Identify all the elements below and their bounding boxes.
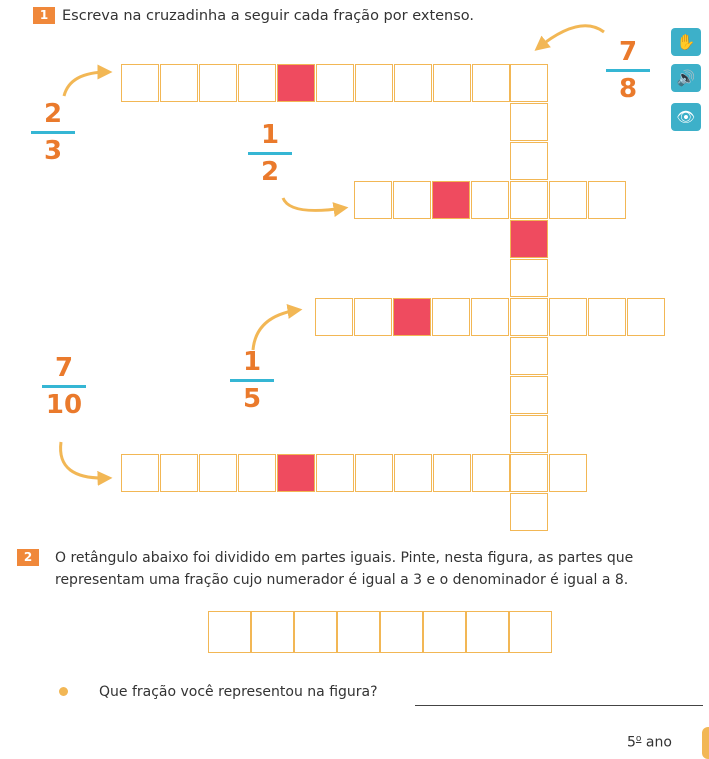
audio-icon[interactable]: 🔊 bbox=[671, 64, 701, 92]
crossword-cell[interactable] bbox=[199, 64, 237, 102]
fraction-bar bbox=[606, 69, 650, 72]
crossword-cell[interactable] bbox=[433, 64, 471, 102]
fraction-one-fifth bbox=[222, 348, 282, 413]
crossword-cell-highlight[interactable] bbox=[277, 454, 315, 492]
rectangle-part[interactable] bbox=[251, 611, 294, 653]
arrow-seven-eighths bbox=[538, 26, 604, 48]
grade-ordinal: o bbox=[635, 734, 642, 744]
grade-word: ano bbox=[645, 734, 672, 751]
rectangle-part[interactable] bbox=[509, 611, 552, 653]
crossword-cell[interactable] bbox=[510, 259, 548, 297]
question-2-text-line2: representam uma fração cujo numerador é igual a 3 e o denominador é igual a 8. bbox=[55, 572, 629, 588]
rectangle-part[interactable] bbox=[337, 611, 380, 653]
crossword-cell[interactable] bbox=[510, 298, 548, 336]
crossword-cell[interactable] bbox=[471, 181, 509, 219]
crossword-cell[interactable] bbox=[510, 415, 548, 453]
crossword-cell[interactable] bbox=[510, 376, 548, 414]
fraction-denominator: 5 bbox=[242, 384, 262, 414]
crossword-cell[interactable] bbox=[394, 64, 432, 102]
crossword-cell[interactable] bbox=[510, 181, 548, 219]
question-1-number: 1 bbox=[33, 7, 55, 24]
rectangle-part[interactable] bbox=[208, 611, 251, 653]
fraction-numerator: 2 bbox=[43, 99, 63, 129]
crossword-cell-highlight[interactable] bbox=[432, 181, 470, 219]
crossword-cell[interactable] bbox=[316, 64, 354, 102]
question-1-text: Escreva na cruzadinha a seguir cada fração por extenso. bbox=[62, 8, 475, 24]
crossword-cell[interactable] bbox=[432, 298, 470, 336]
fraction-two-thirds bbox=[23, 100, 83, 165]
fraction-one-half bbox=[240, 121, 300, 186]
crossword-cell[interactable] bbox=[510, 142, 548, 180]
fraction-bar bbox=[31, 131, 75, 134]
crossword-cell[interactable] bbox=[433, 454, 471, 492]
crossword-cell[interactable] bbox=[472, 64, 510, 102]
grade-number: 5 bbox=[627, 734, 636, 751]
crossword-cell[interactable] bbox=[160, 454, 198, 492]
fraction-bar bbox=[230, 379, 274, 382]
rectangle-part[interactable] bbox=[294, 611, 337, 653]
fraction-numerator: 7 bbox=[618, 37, 638, 67]
grade-label bbox=[627, 734, 672, 751]
crossword-cell[interactable] bbox=[549, 181, 587, 219]
rectangle-part[interactable] bbox=[466, 611, 509, 653]
crossword-cell-highlight[interactable] bbox=[277, 64, 315, 102]
page-tab bbox=[702, 727, 709, 759]
bullet-dot bbox=[59, 687, 68, 696]
arrow-two-thirds bbox=[64, 72, 108, 96]
crossword-cell[interactable] bbox=[355, 454, 393, 492]
question-2-number: 2 bbox=[17, 549, 39, 566]
crossword-cell[interactable] bbox=[627, 298, 665, 336]
crossword-cell[interactable] bbox=[315, 298, 353, 336]
hide-icon[interactable]: 👁 bbox=[671, 103, 701, 131]
crossword-cell[interactable] bbox=[471, 298, 509, 336]
fraction-denominator: 3 bbox=[43, 136, 63, 166]
arrow-seven-tenths bbox=[61, 442, 108, 478]
crossword-cell[interactable] bbox=[238, 454, 276, 492]
fraction-numerator: 1 bbox=[260, 120, 280, 150]
crossword-cell[interactable] bbox=[510, 493, 548, 531]
crossword-cell[interactable] bbox=[510, 64, 548, 102]
crossword-cell[interactable] bbox=[588, 298, 626, 336]
crossword-cell-highlight[interactable] bbox=[393, 298, 431, 336]
crossword-cell[interactable] bbox=[549, 298, 587, 336]
crossword-cell[interactable] bbox=[510, 103, 548, 141]
fraction-denominator: 8 bbox=[618, 74, 638, 104]
crossword-cell[interactable] bbox=[316, 454, 354, 492]
fraction-numerator: 1 bbox=[242, 347, 262, 377]
answer-line[interactable] bbox=[415, 705, 703, 706]
fraction-numerator: 7 bbox=[54, 353, 74, 383]
fraction-denominator: 2 bbox=[260, 157, 280, 187]
arrow-one-fifth bbox=[253, 310, 298, 350]
question-2-text-line1: O retângulo abaixo foi dividido em partes iguais. Pinte, nesta figura, as partes que bbox=[55, 550, 634, 566]
crossword-cell[interactable] bbox=[199, 454, 237, 492]
sign-language-icon[interactable]: ✋ bbox=[671, 28, 701, 56]
crossword-cell[interactable] bbox=[393, 181, 431, 219]
crossword-cell[interactable] bbox=[394, 454, 432, 492]
crossword-cell[interactable] bbox=[121, 454, 159, 492]
crossword-cell[interactable] bbox=[549, 454, 587, 492]
fraction-bar bbox=[42, 385, 86, 388]
bullet-question: Que fração você representou na figura? bbox=[99, 684, 378, 700]
crossword-cell[interactable] bbox=[354, 181, 392, 219]
fraction-seven-tenths bbox=[34, 354, 94, 419]
fraction-bar bbox=[248, 152, 292, 155]
rectangle-part[interactable] bbox=[423, 611, 466, 653]
crossword-cell[interactable] bbox=[354, 298, 392, 336]
crossword-cell[interactable] bbox=[588, 181, 626, 219]
crossword-cell[interactable] bbox=[160, 64, 198, 102]
rectangle-part[interactable] bbox=[380, 611, 423, 653]
crossword-cell[interactable] bbox=[238, 64, 276, 102]
crossword-cell-highlight[interactable] bbox=[510, 220, 548, 258]
crossword-cell[interactable] bbox=[121, 64, 159, 102]
fraction-denominator: 10 bbox=[45, 390, 83, 420]
crossword-cell[interactable] bbox=[355, 64, 393, 102]
fraction-seven-eighths bbox=[598, 38, 658, 103]
crossword-cell[interactable] bbox=[510, 454, 548, 492]
crossword-cell[interactable] bbox=[472, 454, 510, 492]
arrow-one-half bbox=[283, 198, 344, 210]
crossword-cell[interactable] bbox=[510, 337, 548, 375]
